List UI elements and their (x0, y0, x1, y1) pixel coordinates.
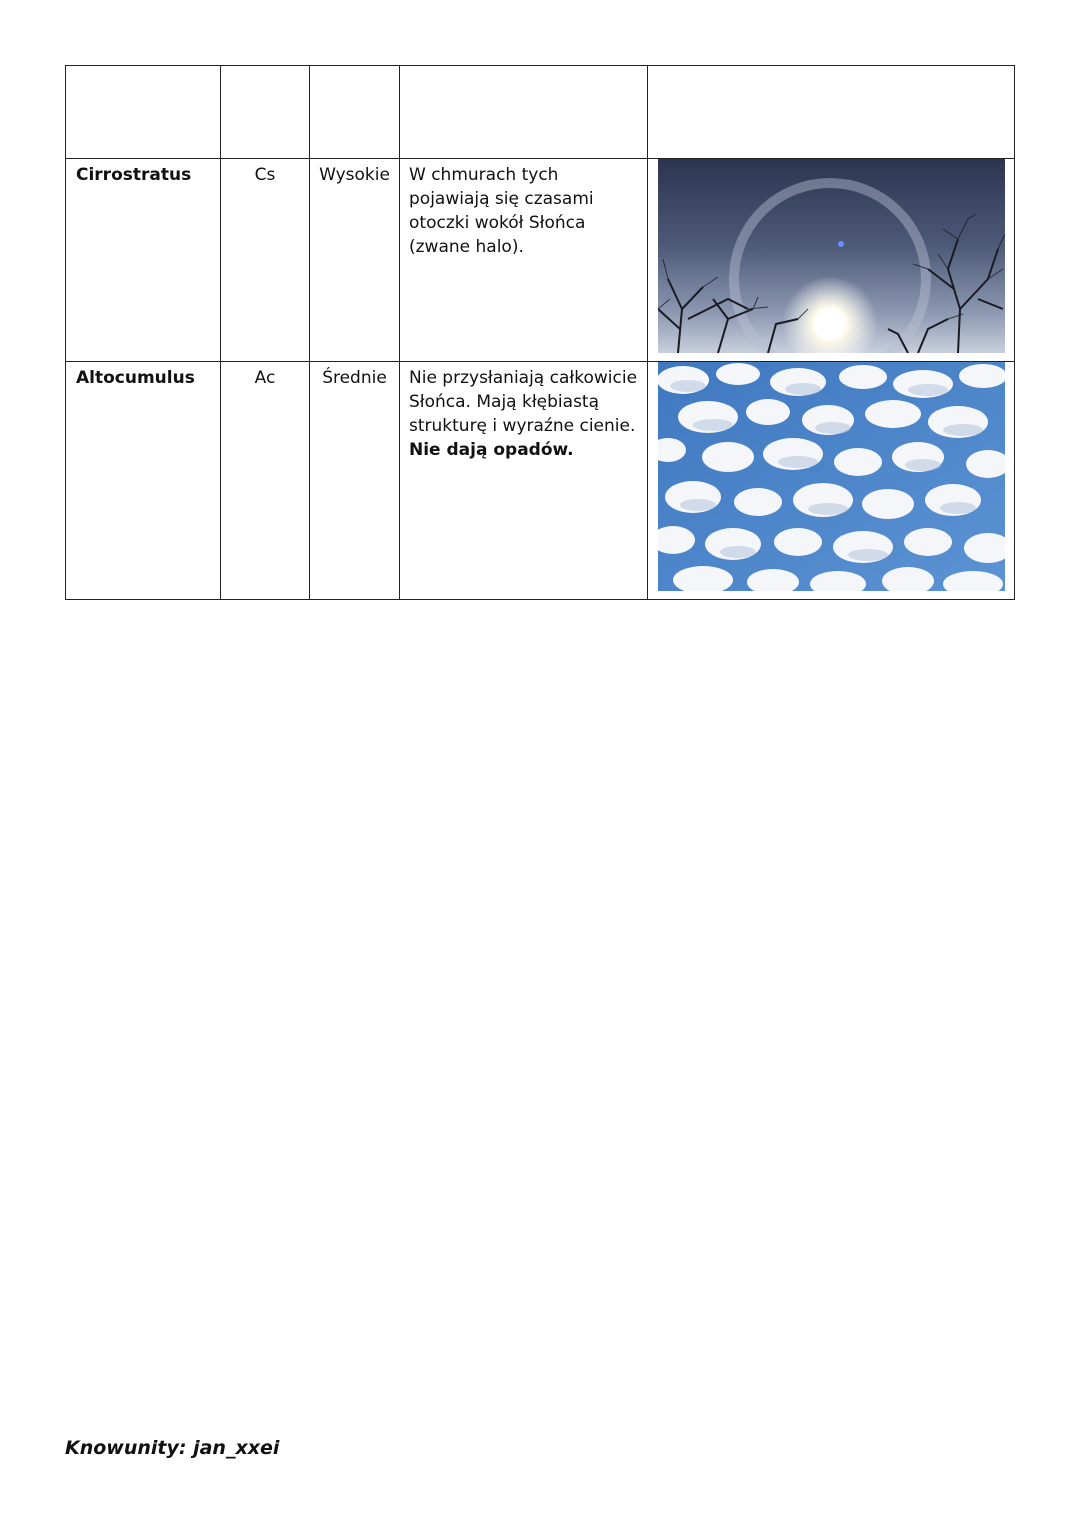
cloud-level: Wysokie (310, 159, 400, 362)
blank-cell (221, 66, 310, 159)
cloud-name: Cirrostratus (66, 159, 221, 362)
clouds-table (65, 65, 1015, 600)
cloud-abbreviation: Ac (221, 362, 310, 600)
cloud-name: Altocumulus (66, 362, 221, 600)
table-row-cirrostratus (66, 159, 1015, 362)
blank-cell (400, 66, 648, 159)
description-bold-text: Nie dają opadów. (409, 440, 574, 460)
cloud-abbreviation: Cs (221, 159, 310, 362)
cumulus-sky-photo (658, 362, 1005, 591)
description-text: Nie przysłaniają całkowicie Słońca. Mają kłębiastą strukturę i wyraźne cienie. (409, 368, 638, 436)
description-text: W chmurach tych pojawiają się czasami otoczki wokół Słońca (zwane halo). (409, 165, 594, 257)
cloud-photo-cell (648, 362, 1015, 600)
halo-sky-photo (658, 159, 1005, 353)
table-row-altocumulus (66, 362, 1015, 600)
cloud-description (400, 362, 648, 600)
cloud-level: Średnie (310, 362, 400, 600)
cloud-description (400, 159, 648, 362)
cloud-photo-cell (648, 159, 1015, 362)
blank-cell (310, 66, 400, 159)
blank-cell (66, 66, 221, 159)
blank-cell (648, 66, 1015, 159)
footer-credit: Knowunity: jan_xxei (65, 1437, 280, 1459)
table-row-blank (66, 66, 1015, 159)
